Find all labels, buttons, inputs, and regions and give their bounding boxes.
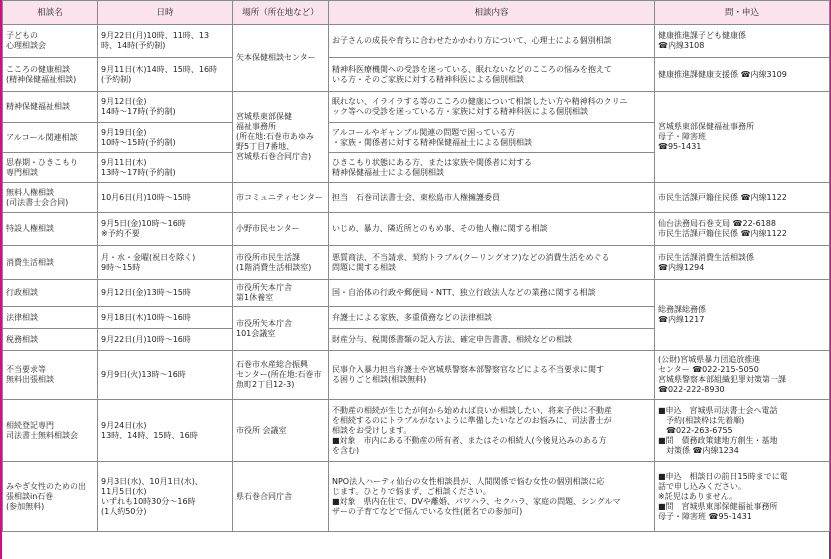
row-place: 市役所市民生活課 (1階消費生活相談室) xyxy=(233,246,329,280)
row-place: 小野市民センター xyxy=(233,213,329,246)
header-name: 相談名 xyxy=(3,1,98,25)
row-name: みやぎ女性のための出 張相談in石巻 (参加無料) xyxy=(3,462,98,532)
header-place: 場所（所在地など） xyxy=(233,1,329,25)
row-date: 9月9日(火)13時〜16時 xyxy=(98,351,233,400)
row-content: 精神科医療機関への受診を迷っている、眠れないなどのこころの悩みを抱えて いる方・そのご家族に対する精神科医による個別相談 xyxy=(329,58,655,92)
row-name: 法律相談 xyxy=(3,307,98,329)
row-content: NPO法人ハーティ仙台の女性相談員が、人間関係で悩む女性の個別相談に応 じます。ひとりで悩まず、ご相談ください。 ■対象 県内在住で、DVや離婚、パワハラ、セクハラ、家庭の問題、シングルマ ザーの子育てなどで悩んでいる女性(匿名での参加可) xyxy=(329,462,655,532)
table-row xyxy=(3,246,830,280)
row-contact: ■申込 宮城県司法書士会へ電話 予約(相談枠は先着順) ☎022-263-6755 ■問 債務政策建地方創生・基地 対策係 ☎内線1234 xyxy=(655,400,830,462)
row-name: 消費生活相談 xyxy=(3,246,98,280)
row-name: 税務相談 xyxy=(3,329,98,351)
table-row xyxy=(3,58,830,92)
row-place: 矢本保健相談センター xyxy=(233,25,329,92)
row-name: 無料人権相談 (司法書士会合同) xyxy=(3,183,98,213)
row-place: 市役所矢本庁舎 第1休養室 xyxy=(233,280,329,307)
row-name: 思春期・ひきこもり 専門相談 xyxy=(3,153,98,183)
table-row xyxy=(3,92,830,123)
row-contact: 市民生活課消費生活相談係 ☎内線1294 xyxy=(655,246,830,280)
row-name: アルコール関連相談 xyxy=(3,123,98,153)
row-content: 担当 石巻司法書士会、東松島市人権擁護委員 xyxy=(329,183,655,213)
header-contact: 問・申込 xyxy=(655,1,830,25)
header-content: 相談内容 xyxy=(329,1,655,25)
row-date: 9月11日(木) 13時〜17時(予約制) xyxy=(98,153,233,183)
table-row xyxy=(3,25,830,58)
table-header-row xyxy=(3,1,830,25)
row-name: こころの健康相談 (精神保健福祉相談) xyxy=(3,58,98,92)
row-content: いじめ、暴力、隣近所とのもめ事、その他人権に関する相談 xyxy=(329,213,655,246)
row-name: 行政相談 xyxy=(3,280,98,307)
row-date: 9月3日(水)、10月1日(水)、 11月5日(水) いずれも10時30分〜16時 (1人約50分) xyxy=(98,462,233,532)
row-place: 県石巻合同庁舎 xyxy=(233,462,329,532)
row-date: 9月22日(月)10時〜16時 xyxy=(98,329,233,351)
table-row xyxy=(3,213,830,246)
row-name: 精神保健福祉相談 xyxy=(3,92,98,123)
row-place: 市コミュニティセンター xyxy=(233,183,329,213)
row-date: 9月22日(月)10時、11時、13 時、14時(予約制) xyxy=(98,25,233,58)
row-content: 財産分与、税関係書類の記入方法、確定申告書書、相続などの相談 xyxy=(329,329,655,351)
row-date: 9月19日(金) 10時〜15時(予約制) xyxy=(98,123,233,153)
row-content: アルコールやギャンブル関連の問題で困っている方 ・家族・関係者に対する精神保健福祉士による個別相談 xyxy=(329,123,655,153)
consultation-table xyxy=(2,0,830,532)
row-date: 9月12日(金)13時〜15時 xyxy=(98,280,233,307)
row-contact: 総務課総務係 ☎内線1217 xyxy=(655,280,830,351)
row-content: お子さんの成長や育ちに合わせたかかわり方について、心理士による個別相談 xyxy=(329,25,655,58)
row-place: 宮城県東部保健 福祉事務所 (所在地:石巻市あゆみ 野5丁目7番地、 宮城県石巻合同庁舎) xyxy=(233,92,329,183)
row-name: 相続登記専門 司法書士無料相談会 xyxy=(3,400,98,462)
table-row xyxy=(3,400,830,462)
row-date: 月・水・金曜(祝日を除く) 9時〜15時 xyxy=(98,246,233,280)
table-row xyxy=(3,183,830,213)
row-contact: 仙台法務局石巻支局 ☎22-6188 市民生活課戸籍住民係 ☎内線1122 xyxy=(655,213,830,246)
row-content: 民事介入暴力担当弁護士や宮城県警察本部警察官などによる不当要求に関す る困りごと相談(相談無料) xyxy=(329,351,655,400)
table-row xyxy=(3,280,830,307)
row-contact: 健康推進課子ども健康係 ☎内線3108 xyxy=(655,25,830,58)
row-name: 特設人権相談 xyxy=(3,213,98,246)
row-name: 子どもの 心理相談会 xyxy=(3,25,98,58)
row-content: 眠れない、イライラする等のこころの健康について相談したい方や精神科のクリニ ック等への受診を迷っている方・家族に対する精神科医による個別相談 xyxy=(329,92,655,123)
row-contact: 市民生活課戸籍住民係 ☎内線1122 xyxy=(655,183,830,213)
row-contact: ■申込 相談日の前日15時までに電 話で申し込みください。 ※託児はありません。 ■問 宮城県東部保健福祉事務所 母子・障害班 ☎95-1431 xyxy=(655,462,830,532)
row-contact: 宮城県東部保健福祉事務所 母子・障害班 ☎95-1431 xyxy=(655,92,830,183)
header-date: 日時 xyxy=(98,1,233,25)
row-place: 石巻市水産総合振興 センター(所在地:石巻市 魚町2丁目12-3) xyxy=(233,351,329,400)
row-date: 9月12日(金) 14時〜17時(予約制) xyxy=(98,92,233,123)
row-content: 弁護士による家族、多重債務などの法律相談 xyxy=(329,307,655,329)
row-date: 9月5日(金)10時〜16時 ※予約不要 xyxy=(98,213,233,246)
row-place: 市役所矢本庁舎 101会議室 xyxy=(233,307,329,351)
row-content: ひきこもり状態にある方、または家族や関係者に対する 精神保健福祉士による個別相談 xyxy=(329,153,655,183)
row-content: 悪質商法、不当請求、契約トラブル(クーリングオフ)などの消費生活をめぐる 問題に関する相談 xyxy=(329,246,655,280)
row-date: 9月18日(木)10時〜16時 xyxy=(98,307,233,329)
table-row xyxy=(3,351,830,400)
row-name: 不当要求等 無料出張相談 xyxy=(3,351,98,400)
row-date: 9月11日(木)14時、15時、16時 (予約制) xyxy=(98,58,233,92)
row-date: 9月24日(水) 13時、14時、15時、16時 xyxy=(98,400,233,462)
row-contact: 健康推進課健康支援係 ☎内線3109 xyxy=(655,58,830,92)
row-contact: (公財)宮城県暴力団追放推進 センター ☎022-215-5050 宮城県警察本部組織犯罪対策第一課 ☎022-222-8930 xyxy=(655,351,830,400)
table-row xyxy=(3,462,830,532)
row-place: 市役所 会議室 xyxy=(233,400,329,462)
row-date: 10月6日(月)10時〜15時 xyxy=(98,183,233,213)
row-content: 国・自治体の行政や郵便局・NTT、独立行政法人などの業務に関する相談 xyxy=(329,280,655,307)
row-content: 不動産の相続が生じたが何から始めれば良いか相談したい、将来子供に不動産 を相続するのにトラブルがないように準備したいなどのお悩みに、司法書士が 相談をお受けします。 ■対象 市内にある不動産の所有者、またはその相続人(今後見込みのある方 を含む) xyxy=(329,400,655,462)
